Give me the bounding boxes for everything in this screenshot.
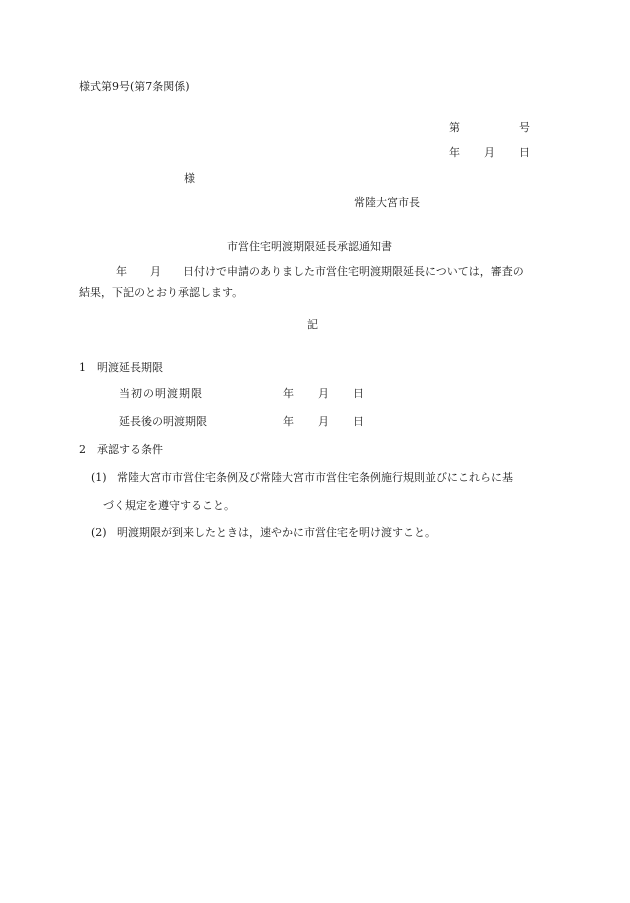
section2-heading: 2 承認する条件 [79, 443, 163, 456]
condition-1-line2: づく規定を遵守すること。 [103, 499, 235, 512]
condition-2-text: 明渡期限が到来したときは，速やかに市営住宅を明け渡すこと。 [117, 526, 436, 539]
addressee-suffix: 様 [184, 172, 195, 185]
number-prefix: 第 [449, 121, 460, 134]
condition-1-line1: 常陸大宮市市営住宅条例及び常陸大宮市市営住宅条例施行規則並びにこれらに基 [117, 471, 513, 484]
condition-2-number: (2) [91, 526, 107, 539]
row-month: 月 [318, 415, 329, 428]
body-year: 年 [116, 265, 127, 278]
ki-marker: 記 [307, 318, 318, 331]
body-month: 月 [150, 265, 161, 278]
document-title: 市営住宅明渡期限延長承認通知書 [227, 240, 392, 253]
issuer-name: 常陸大宮市長 [354, 196, 420, 209]
row-year: 年 [283, 415, 294, 428]
date-day: 日 [519, 146, 530, 159]
body-line2: 結果，下記のとおり承認します。 [79, 286, 244, 299]
body-line1: 日付けで申請のありました市営住宅明渡期限延長については，審査の [183, 265, 524, 278]
row-day: 日 [353, 415, 364, 428]
date-year: 年 [449, 146, 460, 159]
section1-heading: 1 明渡延長期限 [79, 361, 163, 374]
row-year: 年 [283, 387, 294, 400]
row-label: 当初の明渡期限 [119, 387, 203, 400]
number-suffix: 号 [519, 121, 530, 134]
row-day: 日 [353, 387, 364, 400]
row-month: 月 [318, 387, 329, 400]
condition-1-number: (1) [91, 471, 107, 484]
date-month: 月 [484, 146, 495, 159]
row-label: 延長後の明渡期限 [119, 415, 207, 428]
form-label: 様式第9号(第7条関係) [79, 80, 190, 93]
